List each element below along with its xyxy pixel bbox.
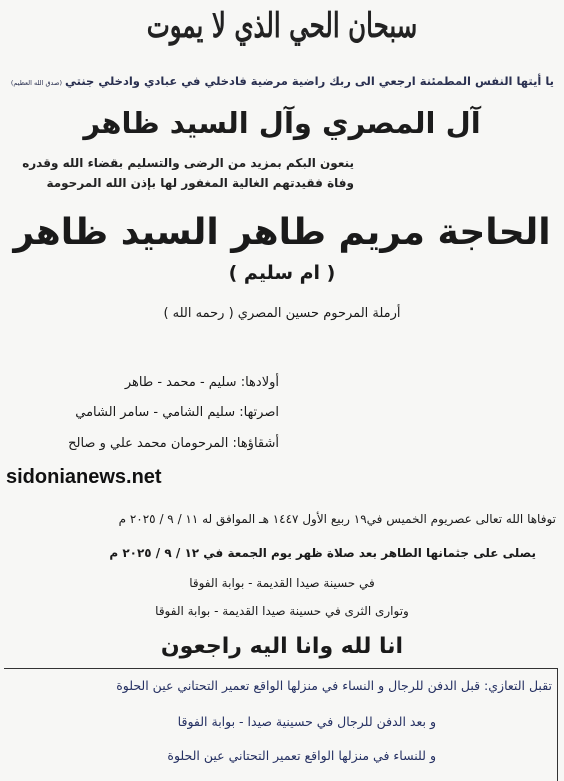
funeral-prayer-line: يصلى على جثمانها الطاهر بعد صلاة ظهر يوم الجمعة في ١٢ / ٩ / ٢٠٢٥ م [109, 546, 536, 560]
in-laws-line: اصرتها: سليم الشامي - سامر الشامي [75, 405, 279, 420]
death-date-line: توفاها الله تعالى عصريوم الخميس في١٩ ربيع الأول ١٤٤٧ هـ الموافق له ١١ / ٩ / ٢٠٢٥ م [118, 512, 556, 526]
children-line: أولادها: سليم - محمد - طاهر [124, 375, 279, 390]
verse-text: يا أيتها النفس المطمئنة ارجعي الى ربك راضية مرضية فادخلي في عبادي وادخلي جنتي [65, 74, 554, 88]
deceased-kunya: ( ام سليم ) [228, 262, 336, 284]
quran-verse [11, 74, 554, 88]
family-title: آل المصري وآل السيد ظاهر [83, 106, 481, 140]
calligraphy-header: سبحان الحي الذي لا يموت [146, 6, 418, 46]
deceased-name: الحاجة مريم طاهر السيد ظاهر [13, 212, 551, 253]
widow-of: أرملة المرحوم حسين المصري ( رحمه الله ) [163, 306, 401, 321]
condolences-line-3: و للنساء في منزلها الواقع تعمير التحتاني عين الحلوة [167, 748, 436, 763]
burial-line: وتوارى الثرى في حسينة صيدا القديمة - بوابة الفوقا [155, 604, 409, 618]
condolences-line-2: و بعد الدفن للرجال في حسينية صيدا - بوابة الفوقا [177, 714, 436, 729]
site-watermark: sidonianews.net [6, 466, 162, 488]
verse-reference: (صدق الله العظيم) [10, 79, 63, 87]
condolences-line-1: تقبل التعازي: قبل الدفن للرجال و النساء في منزلها الواقع تعمير التحتاني عين الحلوة [116, 678, 552, 693]
intro-line-1: ينعون البكم بمزيد من الرضى والتسليم بقضاء الله وقدره [22, 156, 354, 170]
prayer-place-line: في حسينة صيدا القديمة - بوابة الفوقا [189, 576, 375, 590]
siblings-line: أشقاؤها: المرحومان محمد علي و صالح [68, 436, 279, 451]
quran-phrase: انا لله وانا اليه راجعون [160, 634, 404, 659]
intro-line-2: وفاة فقيدتهم الغالية المغفور لها بإذن الله المرحومة [46, 176, 354, 190]
